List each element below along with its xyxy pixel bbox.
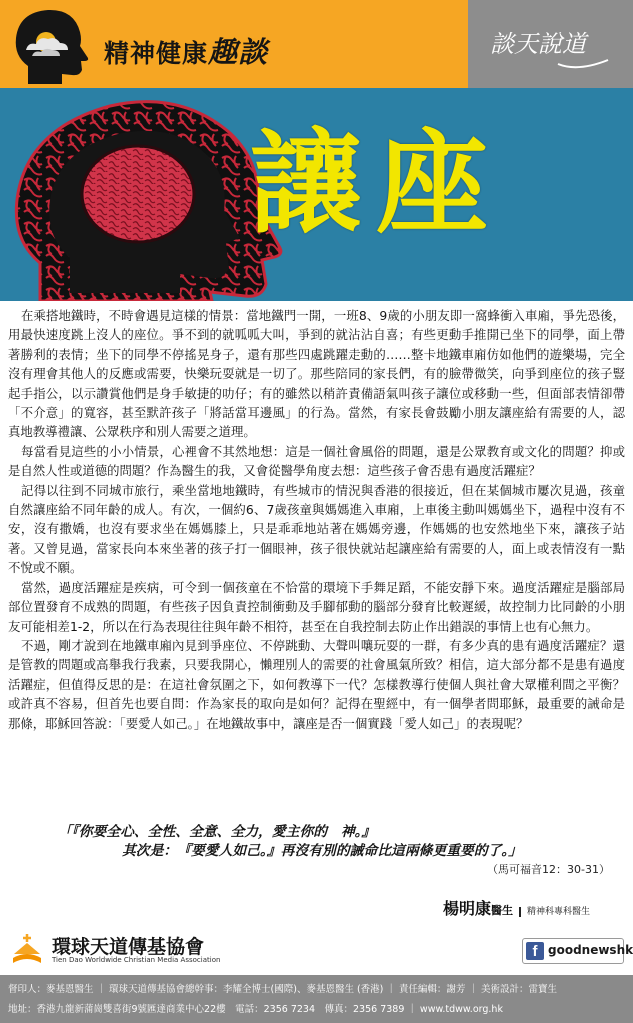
column-title-main: 精神健康: [104, 39, 209, 68]
article-paragraph: 在乘搭地鐵時，不時會遇見這樣的情景：當地鐵門一開，一班8、9歲的小朋友即一窩蜂衝入車廂，爭先恐後，用最快速度跳上沒人的座位。爭不到的就呱呱大叫，爭到的就沾沾自喜；有些更動手推開已坐下的同學，面上帶著勝利的表情；坐下的同學不停搖晃身子，還有那些四處跳躍走動的……整卡地鐵車廂仿如他們的遊樂場，完全沒有理會其他人的反應或需要，快樂玩耍就是一切了。那些陪同的家長們，有的臉帶微笑，向爭到座位的孩子豎起手指公，以示讚賞他們是身手敏捷的叻仔；有的雖然以稍許責備語氣叫孩子讓位或移動一些，但面部表情卻帶「不介意」的寬容，甚至默許孩子「將話當耳邊風」的行為。當然，有家長會鼓勵小朋友讓座給有需要的人，認真地教導禮讓、公眾秩序和別人需要之道理。: [8, 308, 625, 440]
bible-verse: [30, 823, 610, 861]
verse-reference: （馬可福音12：30-31）: [487, 863, 610, 876]
footer-address: 地址：香港九龍新蒲崗雙喜街9號匯達商業中心22樓 電話：2356 7234 傳真：2356 7389 ｜ www.tdww.org.hk: [8, 1004, 503, 1015]
author-title: 醫生: [491, 904, 514, 917]
church-logo-icon: [10, 932, 44, 966]
author-byline: [443, 896, 590, 919]
column-title: [104, 30, 268, 71]
article-paragraph: 當然，過度活躍症是疾病，可令到一個孩童在不恰當的環境下手舞足蹈，不能安靜下來。過度活躍症是腦部局部位置發育不成熟的問題，有些孩子因負責控制衝動及手腳郁動的腦部分發育比較遲緩，故控制力比同齡的小朋友可能相差1-2，所以在行為表現往往與年齡不相符，甚至在自我控制去防止作出錯誤的事情上也有心無力。: [8, 579, 625, 634]
organization-name-en: Tien Dao Worldwide Christian Media Association: [52, 956, 221, 964]
column-title-emphasis: 趣談: [208, 35, 269, 69]
verse-line-1: 「『你要全心、全性、全意、全力，愛主你的 神。』: [58, 824, 376, 840]
article-paragraph: 不過，剛才說到在地鐵車廂內見到爭座位、不停跳動、大聲叫嚷玩耍的一群，有多少真的患有過度活躍症？還是管教的問題或高舉我行我素，只要我開心，懶理別人的需要的社會風氣所致？相信，這大部分都不是患有過度活躍症，但值得反思的是：在這社會氛圍之下，如何教導下一代？怎樣教導行使個人與社會大眾權利間之平衡？或許真不容易，但首先也要自問：作為家長的取向是如何？記得在聖經中，有一個學者問耶穌，最重要的誡命是那條，耶穌回答說：「要愛人如己。」在地鐵故事中，讓座是否一個實踐「愛人如己」的表現呢？: [8, 637, 625, 731]
footer-bar: [0, 975, 633, 1023]
author-role: 精神科專科醫生: [519, 907, 590, 917]
facebook-badge[interactable]: [522, 938, 633, 964]
article-paragraph: 記得以往到不同城市旅行，乘坐當地地鐵時，有些城市的情況與香港的很接近，但在某個城市屢次見過，孩童自然讓座給不同年齡的成人。有次，一個約6、7歲孩童與媽媽進入車廂，上車後主動叫媽媽坐下，過程中沒有不安，沒有撒嬌，也沒有要求坐在媽媽膝上，只是乖乖地站著在媽媽旁邊，作媽媽的也安然地坐下來，讓孩子站著。又曾見過，當家長向本來坐著的孩子打一個眼神，孩子很快就站起讓座給有需要的人，面上或表情沒有一點不悅或不願。: [8, 482, 625, 576]
verse-line-2: 其次是：『要愛人如己。』再沒有別的誡命比這兩條更重要的了。」: [122, 843, 523, 859]
article-body: [8, 306, 625, 733]
series-logo-text: 談天說道: [490, 30, 586, 58]
article-paragraph: 每當看見這些的小小情景，心裡會不其然地想：這是一個社會風俗的問題，還是公眾教育或文化的問題？抑或是自然人性或道德的問題？作為醫生的我，又會從醫學角度去想：這些孩子會否患有過度活躍症？: [8, 443, 625, 479]
series-logo: [488, 12, 616, 76]
title-banner: [0, 88, 633, 301]
organization-name: 環球天道傳基協會: [52, 936, 205, 958]
author-name: 楊明康: [443, 899, 492, 918]
facebook-icon: f: [526, 942, 544, 960]
article-title: 讓座: [250, 119, 502, 249]
footer-credits: 督印人：麥基恩醫生 ｜ 環球天道傳基協會總幹事：李耀全博士(國際)、麥基恩醫生 (香港) ｜ 責任編輯：謝芳 ｜ 美術設計：雷寶生: [8, 984, 557, 995]
facebook-handle: goodnewshk: [548, 943, 633, 957]
head-silhouette-icon: [8, 6, 100, 86]
header-bar: [0, 0, 633, 88]
organization-logo: [10, 930, 270, 970]
